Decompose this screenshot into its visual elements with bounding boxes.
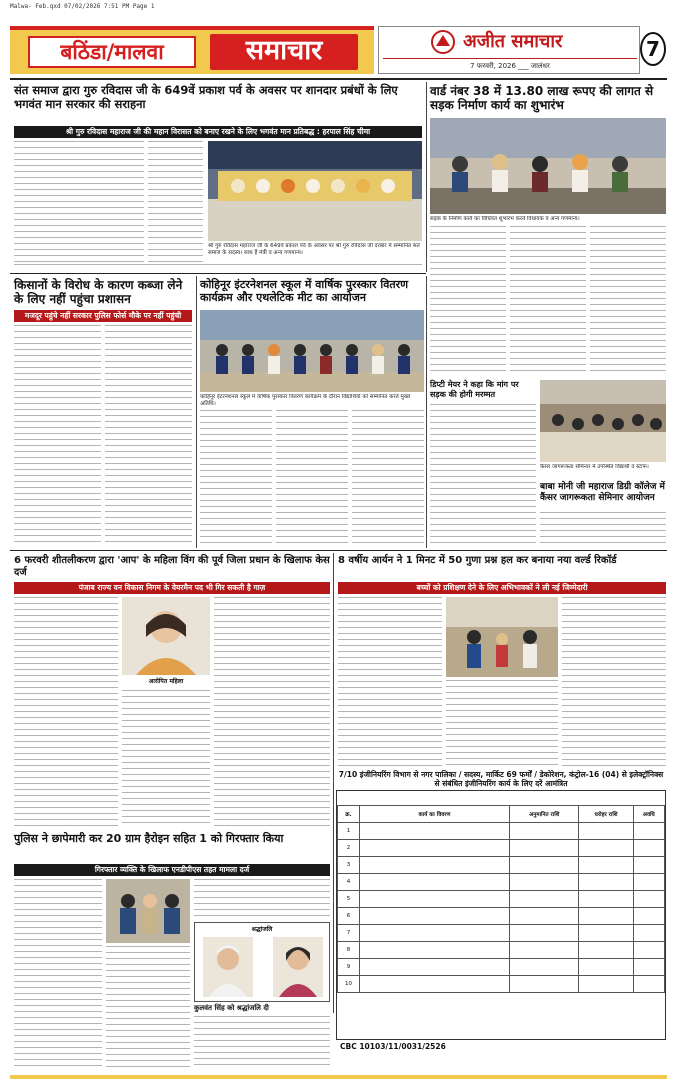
tender-table — [337, 805, 665, 993]
table-header-row — [338, 806, 665, 823]
table-cell — [360, 976, 510, 993]
table-cell — [579, 959, 633, 976]
tribute-box — [194, 922, 330, 1002]
body-text — [14, 141, 144, 262]
masthead — [10, 26, 667, 76]
table-header: कार्य का विवरण — [360, 806, 510, 823]
body-text — [200, 410, 272, 548]
table-cell: 7 — [338, 925, 360, 942]
table-cell — [510, 908, 579, 925]
table-row — [338, 976, 665, 993]
body-text — [122, 690, 210, 827]
subheadline: पंजाब राज्य वन विकास निगम के वेयरमैन पद भी गिर सकती है गाज़ — [14, 582, 330, 594]
table-cell — [579, 891, 633, 908]
body-text — [214, 597, 330, 827]
body-text — [562, 597, 666, 767]
photo-caption: कोहिनूर इंटरनेशनल स्कूल में वार्षिक पुरस्कार वितरण कार्यक्रम के दौरान विद्यार्थियों को सम्मानित करते मुख्य अतिथि। — [200, 394, 411, 407]
table-cell — [360, 857, 510, 874]
body-text — [510, 226, 586, 376]
tender-title: 7/10 इंजीनियरिंग विभाग से नगर पालिका / सदस्य, मार्किट 69 फर्मों / डेकोरेशन, कंट्रोल-16 (04) से इलेक्ट्रॉनिक्स से संबंधित इंजीनियरिंग कार्य के लिए दरें आमंत्रित — [338, 770, 664, 788]
table-row — [338, 874, 665, 891]
table-cell — [510, 823, 579, 840]
table-row — [338, 908, 665, 925]
body-text — [106, 946, 190, 1069]
table-cell — [510, 959, 579, 976]
portrait-name: आरोपित महिला — [148, 678, 184, 685]
table-cell: 3 — [338, 857, 360, 874]
table-cell — [633, 823, 664, 840]
page-number: 7 — [640, 32, 666, 66]
table-header: अवधि — [633, 806, 664, 823]
subheadline: गिरफ्तार व्यक्ति के खिलाफ एनडीपीएस तहत मामला दर्ज — [14, 864, 330, 876]
table-cell — [510, 891, 579, 908]
table-row — [338, 857, 665, 874]
photo-caption: कैंसर जागरूकता सेमिनार में उपस्थित विद्यार्थी व स्टाफ। — [540, 464, 649, 470]
body-text — [540, 512, 666, 548]
column-divider — [333, 553, 334, 1013]
table-cell — [579, 840, 633, 857]
news-photo — [540, 380, 666, 462]
table-row — [338, 959, 665, 976]
masthead-right-panel — [378, 26, 640, 74]
body-text — [105, 325, 192, 547]
table-cell: 6 — [338, 908, 360, 925]
print-line: Malwa- Feb.qxd 07/02/2026 7:51 PM Page 1 — [10, 3, 155, 10]
divider — [10, 550, 667, 551]
photo-caption: सड़क के निर्माण कार्य का विधिवत शुभारंभ करते विधायक व अन्य गणमान्य। — [430, 216, 580, 222]
body-text — [148, 141, 203, 262]
headline: 6 फरवरी शीतलीकरण द्वारा 'आप' के महिला विंग की पूर्व जिला प्रधान के खिलाफ केस दर्ज — [14, 555, 330, 578]
headline: बाबा मोनी जी महाराज डिग्री कॉलेज में कैंसर जागरूकता सेमिनार आयोजन — [540, 482, 665, 503]
table-cell — [579, 942, 633, 959]
portrait-photo — [122, 597, 210, 675]
table-cell — [633, 942, 664, 959]
body-text — [194, 1016, 330, 1069]
body-text — [14, 264, 422, 268]
table-cell — [633, 840, 664, 857]
subheadline: श्री गुरु रविदास महाराज जी की महान विरासत को बनाए रखने के लिए भगवंत मान प्रतिबद्ध : हरपाल सिंह चीमा — [14, 126, 422, 138]
news-photo — [208, 141, 422, 241]
paper-logo-icon — [429, 29, 457, 55]
body-text — [430, 404, 536, 460]
table-cell — [633, 976, 664, 993]
body-text — [352, 410, 424, 548]
tribute-label: श्रद्धांजलि — [251, 926, 273, 933]
table-cell — [510, 942, 579, 959]
photo-caption: श्री गुरु रविदास महाराज जी के 649वें प्रकाश पर्व के अवसर पर श्री गुरु रविदास जी दरबार में सम्मानित संत समाज के सदस्य। साथ हैं मंत्री व अन्य गणमान्य। — [208, 243, 420, 256]
table-cell — [360, 840, 510, 857]
table-cell — [633, 874, 664, 891]
table-cell — [360, 891, 510, 908]
news-photo — [200, 310, 424, 392]
table-cell — [633, 959, 664, 976]
table-cell — [360, 925, 510, 942]
table-header: धरोहर राशि — [579, 806, 633, 823]
table-cell — [360, 942, 510, 959]
table-cell: 10 — [338, 976, 360, 993]
samachar-banner: समाचार — [210, 34, 358, 70]
table-cell: 5 — [338, 891, 360, 908]
news-photo — [430, 118, 666, 214]
column-divider — [196, 276, 197, 548]
divider — [10, 78, 667, 80]
table-cell: 1 — [338, 823, 360, 840]
table-cell — [579, 874, 633, 891]
table-row — [338, 942, 665, 959]
table-cell — [633, 925, 664, 942]
table-row — [338, 823, 665, 840]
headline: 8 वर्षीय आर्यन ने 1 मिनट में 50 गुणा प्रश्न हल कर बनाया नया वर्ल्ड रिकॉर्ड — [338, 555, 617, 566]
column-divider — [426, 276, 427, 548]
tender-code: CBC 10103/11/0031/2526 — [340, 1042, 446, 1051]
table-cell — [633, 857, 664, 874]
footer-bar — [10, 1075, 667, 1079]
table-cell — [360, 823, 510, 840]
body-text — [430, 464, 536, 548]
headline: वार्ड नंबर 38 में 13.80 लाख रूपए की लागत से सड़क निर्माण कार्य का शुभारंभ — [430, 84, 654, 113]
column-divider — [426, 82, 427, 272]
body-text — [430, 226, 506, 376]
table-cell — [579, 925, 633, 942]
body-text — [446, 680, 558, 767]
table-cell: 2 — [338, 840, 360, 857]
table-cell: 9 — [338, 959, 360, 976]
headline: संत समाज द्वारा गुरु रविदास जी के 649वें प्रकाश पर्व के अवसर पर शानदार प्रबंधों के लिए भगवंत मान सरकार की सराहना — [14, 83, 398, 111]
headline: कोहिनूर इंटरनेशनल स्कूल में वार्षिक पुरस्कार वितरण कार्यक्रम और एथलेटिक मीट का आयोजन — [200, 278, 409, 305]
table-cell — [510, 857, 579, 874]
table-cell — [360, 874, 510, 891]
news-photo — [446, 597, 558, 677]
tender-notice — [336, 790, 666, 1040]
table-cell — [579, 908, 633, 925]
body-text — [14, 879, 102, 1069]
table-cell — [360, 908, 510, 925]
table-cell — [510, 840, 579, 857]
divider — [10, 273, 426, 274]
masthead-left-panel — [10, 26, 374, 74]
table-cell — [579, 857, 633, 874]
body-text — [276, 410, 348, 548]
table-row — [338, 925, 665, 942]
body-text — [194, 879, 330, 919]
table-cell: 8 — [338, 942, 360, 959]
table-cell — [633, 891, 664, 908]
section-name: बठिंडा/मालवा — [28, 36, 196, 68]
subheadline: मजदूर पहुंचे नहीं सरकार पुलिस फोर्स मौके पर नहीं पहुंची — [14, 310, 192, 322]
subheadline: बच्चों को प्रशिक्षण देने के लिए अभिभावकों ने ली नई जिम्मेदारी — [338, 582, 666, 594]
table-row — [338, 891, 665, 908]
body-text — [14, 325, 101, 547]
table-cell — [579, 823, 633, 840]
table-cell — [360, 959, 510, 976]
body-text — [590, 226, 666, 376]
headline: कुलवंत सिंह को श्रद्धांजलि दी — [194, 1004, 269, 1012]
date-line: 7 फरवरी, 2026 ___ जालंधर — [383, 58, 637, 72]
table-header: अनुमानित राशि — [510, 806, 579, 823]
table-row — [338, 840, 665, 857]
headline: डिप्टी मेयर ने कहा कि मांग पर सड़क की होगी मरम्मत — [430, 380, 519, 399]
table-cell — [510, 976, 579, 993]
news-photo — [106, 879, 190, 943]
table-cell — [633, 908, 664, 925]
table-header: क्र. — [338, 806, 360, 823]
paper-name: अजीत समाचार — [463, 31, 563, 52]
headline: पुलिस ने छापेमारी कर 20 ग्राम हैरोइन सहित 1 को गिरफ्तार किया — [14, 832, 284, 845]
table-cell — [510, 925, 579, 942]
body-text — [14, 597, 118, 827]
table-cell — [579, 976, 633, 993]
body-text — [338, 597, 442, 767]
table-cell: 4 — [338, 874, 360, 891]
table-cell — [510, 874, 579, 891]
headline: किसानों के विरोध के कारण कब्जा लेने के लिए नहीं पहुंचा प्रशासन — [14, 278, 183, 307]
